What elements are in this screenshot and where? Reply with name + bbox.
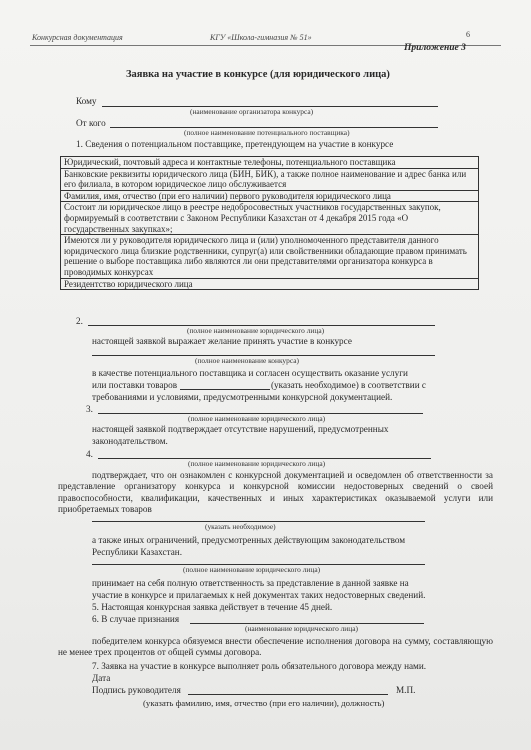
supplier-info-table (60, 156, 479, 290)
to-caption: (наименование организатора конкурса) (190, 107, 314, 116)
p4-caption-2: (указать необходимое) (205, 522, 276, 531)
p6-text: 6. В случае признания (92, 614, 180, 624)
p4-caption: (полное наименование юридического лица) (188, 459, 326, 468)
p7-text: 7. Заявка на участие в конкурсе выполняет роль обязательного договора между нами. (92, 661, 427, 671)
table-row: Фамилия, имя, отчество (при его наличии) первого руководителя юридического лица (61, 191, 478, 203)
p4-text-3: Республики Казахстан. (92, 547, 183, 557)
p4b-text-1: принимает на себя полную ответственность за представление в данной заявке на (92, 578, 409, 588)
p6-caption: (наименование юридического лица) (245, 624, 358, 633)
p2-number: 2. (76, 316, 83, 326)
p2-text-3a: или поставки товаров (92, 380, 178, 390)
header-left: Конкурсная документация (32, 33, 123, 42)
header-center: КГУ «Школа-гимназия № 51» (210, 33, 312, 42)
p6-body: победителем конкурса обязуемся внести обеспечение исполнения договора на сумму, составляющую не менее трех процентов от общей суммы договора. (58, 636, 493, 658)
p4-text-1: подтверждает, что он ознакомлен с конкурсной документацией и осведомлен об ответственности за представление организатору конкурса и конкурсной комиссии недостоверных сведений о своей правоспособности, квалификации, качественных и иных характеристиках оказываемой услуги или приобретаемых товаров (58, 470, 493, 514)
form-title: Заявка на участие в конкурсе (для юридического лица) (126, 69, 390, 80)
signature-caption: (указать фамилию, имя, отчество (при его наличии), должность) (143, 698, 385, 708)
p3-text-2: законодательством. (92, 436, 168, 446)
p3-number: 3. (86, 404, 93, 414)
p2-text-1: настоящей заявкой выражает желание принять участие в конкурсе (92, 336, 352, 346)
p2-text-2: в качестве потенциального поставщика и согласен осуществить оказание услуги (92, 368, 408, 378)
table-row: Резидентство юридического лица (61, 279, 478, 291)
table-row: Банковские реквизиты юридического лица (БИН, БИК), а также полное наименование и адрес банка или его филиала, в котором юридическое лицо обслуживается (61, 169, 478, 191)
table-row: Имеются ли у руководителя юридического лица и (или) уполномоченного представителя данного юридического лица близкие родственники, супруг(а) или свойственники обладающие правом принимать решение о выборе поставщика либо являются ли они представителями организатора конкурса в проводимых конкурсах (61, 235, 478, 278)
p5-text: 5. Настоящая конкурсная заявка действует в течение 45 дней. (92, 602, 333, 612)
p3-caption: (полное наименование юридического лица) (188, 414, 326, 423)
p2-text-3b: (указать необходимое) в соответствии с (271, 380, 426, 390)
p4b-caption: (полное наименование юридического лица) (183, 565, 321, 574)
p2-caption-2: (полное наименование конкурса) (195, 356, 299, 365)
date-label: Дата (92, 673, 111, 683)
signature-label: Подпись руководителя (92, 685, 181, 695)
table-row: Юридический, почтовый адреса и контактные телефоны, потенциального поставщика (61, 157, 478, 169)
table-row: Состоит ли юридическое лицо в реестре недобросовестных участников государственных закупок, формируемый в соответствии с Законом Республики Казахстан от 4 декабря 2015 года «О государственных закупках»; (61, 202, 478, 235)
to-label: Кому (76, 96, 97, 106)
p4-text-2: а также иных ограничений, предусмотренных действующим законодательством (92, 535, 406, 545)
page-number: 6 (466, 30, 470, 39)
section-1-heading: 1. Сведения о потенциальном поставщике, претендующем на участие в конкурсе (76, 139, 394, 149)
from-label: От кого (76, 118, 106, 128)
signature-line (188, 694, 388, 695)
from-caption: (полное наименование потенциального поставщика) (184, 128, 350, 137)
p4-number: 4. (86, 449, 93, 459)
p4b-text-2: участие в конкурсе и прилагаемых к ней документах таких недостоверных сведений. (92, 590, 426, 600)
appendix-label: Приложение 3 (404, 43, 466, 53)
stamp-label: М.П. (396, 685, 416, 695)
p2-caption: (полное наименование юридического лица) (187, 326, 325, 335)
p2-goods-line (180, 389, 270, 390)
p2-text-4: требованиями и условиями, предусмотренными конкурсной документацией. (92, 392, 393, 402)
p3-text-1: настоящей заявкой подтверждает отсутствие нарушений, предусмотренных (92, 424, 389, 434)
